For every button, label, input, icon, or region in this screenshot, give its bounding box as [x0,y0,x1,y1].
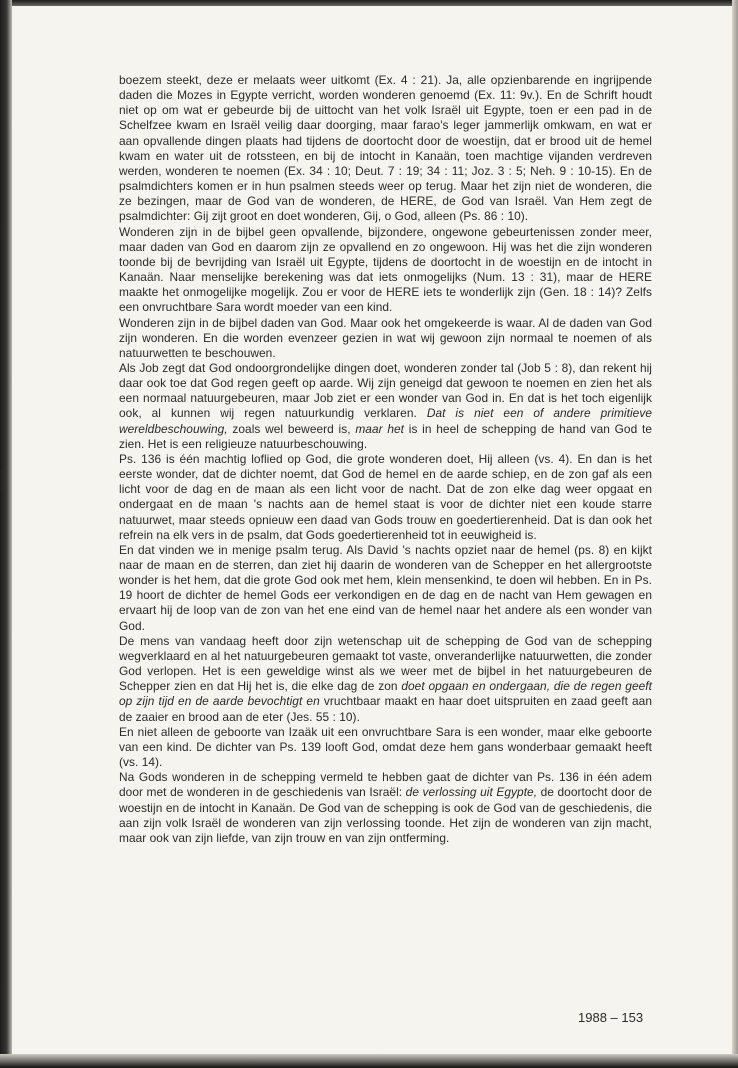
text-run: Wonderen zijn in de bijbel daden van God. Maar ook het omgekeerde is waar. Al de daden van God zijn wonderen. En die worden evenzeer gezien in wat wij gewoon zijn normaal te noemen of als natuurwetten te beschouwen. [119,315,652,360]
margin-mark [1,470,3,492]
paragraph [119,770,652,846]
text-run: En dat vinden we in menige psalm terug. Als David 's nachts opziet naar de hemel (ps. 8) en kijkt naar de maan en de sterren, dan ziet hij daarin de wonderen van de Schepper en het allergrootste wonder is het hem, dat die grote God ook met hem, klein mensenkind, te doen wil hebben. En in Ps. 19 hoort de dichter de hemel Gods eer verkondigen en de dag en de nacht van Hem gewagen en ervaart hij de loop van de zon van het ene eind van de hemel naar het andere als een wonder van God. [119,542,652,633]
text-run: de doortocht door de woestijn en de intocht in Kanaän. De God van de schepping is ook de God van de geschiedenis, die aan zijn volk Israël de wonderen van zijn verlossing toonde. Het zijn de wonderen van zijn macht, maar ook van zijn liefde, van zijn trouw en van zijn ontferming. [119,785,652,845]
text-run: zoals wel beweerd is, [227,421,356,436]
margin-mark [1,985,3,999]
body-text [119,73,652,846]
text-run: En niet alleen de geboorte van Izaäk uit een onvruchtbare Sara is een wonder, maar elke geboorte van een kind. De dichter van Ps. 139 looft God, omdat deze hem gans wonderbaar gemaakt heeft (vs. 14). [119,724,652,770]
paragraph [119,225,652,316]
paragraph [119,316,652,361]
scan-bottom-edge [0,1054,738,1068]
text-run: De mens van vandaag heeft door zijn wetenschap uit de schepping de God van de schepping wegverklaard en al het natuurgebeuren gemaakt tot vaste, onveranderlijke natuurwetten, die zonder God verlopen. Het is een geweldige winst als we weer met de bijbel in het natuurgebeuren de Schepper zien en dat Hij het is, die elke dag de zon [119,633,652,694]
paragraph [119,634,652,725]
paragraph [119,73,652,225]
text-run: vruchtbaar maakt en haar doet uitspruiten en zaad geeft aan de zaaier en brood aan de eter (Jes. 55 : 10). [119,694,652,724]
italic-text-run: de verlossing uit Egypte, [405,785,538,800]
document-page [12,6,732,1054]
paragraph [119,452,652,543]
text-run: is in heel de schepping de hand van God te zien. Het is een religieuze natuurbeschouwing. [119,421,652,451]
margin-mark [1,225,3,241]
text-run: Wonderen zijn in de bijbel geen opvallende, bijzondere, ongewone gebeurtenissen zonder meer, maar daden van God en daarom zijn ze opvallend en zo ongewoon. Hij was het die zijn wonderen toonde bij de bevrijding van Israël uit Egypte, tijdens de doortocht in de woestijn en de intocht in Kanaän. Naar menselijke berekening was dat iets onmogelijks (Num. 13 : 31), maar de HERE maakte het onmogelijke mogelijk. Zou er voor de HERE iets te wonderlijk zijn (Gen. 18 : 14)? Zelfs een onvruchtbare Sara wordt moeder van een kind. [119,224,652,315]
page-folio: 1988 – 153 [578,1010,644,1025]
scan-left-binding-edge [0,0,12,1068]
paragraph [119,725,652,770]
paragraph [119,361,652,452]
italic-text-run: doet opgaan en ondergaan, die de regen geeft op zijn tijd en de aarde bevochtigt en [119,679,652,709]
text-run: Ps. 136 is één machtig loflied op God, die grote wonderen doet, Hij alleen (vs. 4). En dan is het eerste wonder, dat de dichter noemt, dat God de hemel en de aarde schiep, en de zon gaf als een licht voor de dag en de maan als een licht voor de nacht. Dat de zon elke dag weer opgaat en ondergaat en de maan 's nachts aan de hemel staat is voor de dichter niet een koude starre natuurwet, maar steeds opnieuw een daad van Gods trouw en goedertierenheid. Dat is dan ook het refrein na elk vers in de psalm, dat Gods goedertierenheid tot in eeuwigheid is. [119,451,652,542]
italic-text-run: Dat is niet een of andere primitieve wereldbeschouwing, [119,406,652,436]
italic-text-run: maar het [355,421,405,436]
text-run: Als Job zegt dat God ondoorgrondelijke dingen doet, wonderen zonder tal (Job 5 : 8), dan rekent hij daar ook toe dat God regen geeft op aarde. Wij zijn geneigd dat gewoon te noemen en zien het als een normaal natuurgebeuren, maar Job ziet er een wonder van God in. En dat is het toch eigenlijk ook, al kunnen wij regen natuurkundig verklaren. [119,360,652,421]
text-run: boezem steekt, deze er melaats weer uitkomt (Ex. 4 : 21). Ja, alle opzienbarende en ingrijpende daden die Mozes in Egypte verricht, worden wonderen genoemd (Ex. 11: 9v.). En de Schrift houdt niet op om wat er gebeurde bij de uittocht van het volk Israël uit Egypte, toen er een pad in de Schelfzee kwam en Israël veilig daar doorging, maar farao's leger jammerlijk omkwam, en wat er aan opvallende dingen plaats had tijdens de doortocht door de woestijn, dat er brood uit de hemel kwam en water uit de rotssteen, en bij de intocht in Kanaän, toen machtige vijanden verdreven werden, wonderen te noemen (Ex. 34 : 10; Deut. 7 : 19; 34 : 11; Joz. 3 : 5; Neh. 9 : 10-15). En de psalmdichters komen er in hun psalmen steeds weer op terug. Maar het zijn niet de wonderen, die ze bezingen, maar de God van de wonderen, de HERE, de God van Israël. Van Hem zegt de psalmdichter: Gij zijt groot en doet wonderen, Gij, o God, alleen (Ps. 86 : 10). [119,73,652,224]
paragraph [119,543,652,634]
text-run: Na Gods wonderen in de schepping vermeld te hebben gaat de dichter van Ps. 136 in één adem door met de wonderen in de geschiedenis van Israël: [119,770,652,800]
scan-right-edge [732,0,738,1068]
